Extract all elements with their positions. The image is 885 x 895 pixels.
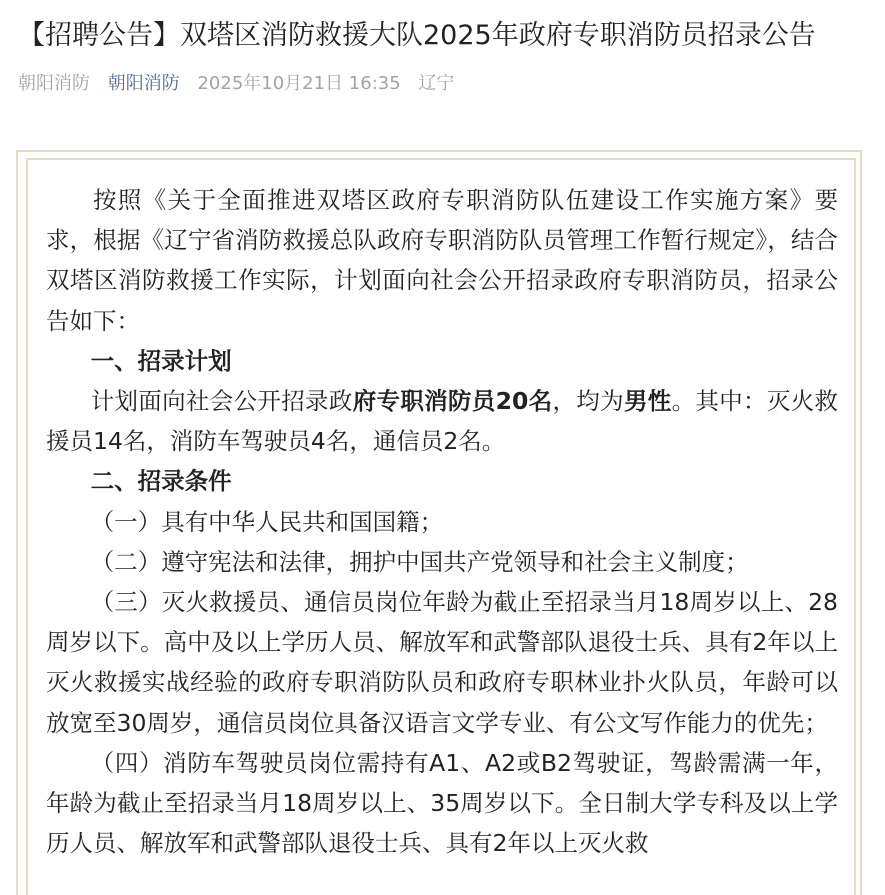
plan-text-b: ，均为 [552,387,624,416]
section-heading-plan: 一、招录计划 [90,346,232,375]
condition-item: （一）具有中华人民共和国国籍； [90,507,444,536]
meta-author: 朝阳消防 [18,73,90,94]
meta-location: 辽宁 [418,73,455,94]
section-heading-conditions: 二、招录条件 [90,467,232,496]
article-title: 【招聘公告】双塔区消防救援大队2025年政府专职消防员招录公告 [18,20,816,51]
plan-text-c: 。其中：灭火救援员14名，消防车驾驶员4名，通信员2名。 [46,387,839,456]
plan-bold-gender: 男性 [623,387,672,416]
article-body [46,180,838,863]
meta-account-link[interactable]: 朝阳消防 [107,73,180,94]
condition-item: （三）灭火救援员、通信员岗位年龄为截止至招录当月18周岁以上、28周岁以下。高中及以上学历人员、解放军和武警部队退役士兵、具有2年以上灭火救援实战经验的政府专职消防队员和政府专职林业扑火队员，年龄可以放宽至30周岁，通信员岗位具备汉语言文学专业、有公文写作能力的优先； [46,588,838,737]
article-meta [18,70,466,98]
condition-item: （二）遵守宪法和法律，拥护中国共产党领导和社会主义制度； [90,547,749,576]
plan-text-a: 计划面向社会公开招录政 [90,387,353,416]
plan-bold-count: 府专职消防员20名 [352,387,553,416]
intro-paragraph: 按照《关于全面推进双塔区政府专职消防队伍建设工作实施方案》要求，根据《辽宁省消防救援总队政府专职消防队员管理工作暂行规定》，结合双塔区消防救援工作实际，计划面向社会公开招录政府专职消防员，招录公告如下： [46,186,838,335]
meta-publish-date: 2025年10月21日 16:35 [197,73,401,94]
plan-paragraph [46,381,838,461]
condition-item: （四）消防车驾驶员岗位需持有A1、A2或B2驾驶证，驾龄需满一年，年龄为截止至招录当月18周岁以上、35周岁以下。全日制大学专科及以上学历人员、解放军和武警部队退役士兵、具有2年以上灭火救 [46,748,838,858]
